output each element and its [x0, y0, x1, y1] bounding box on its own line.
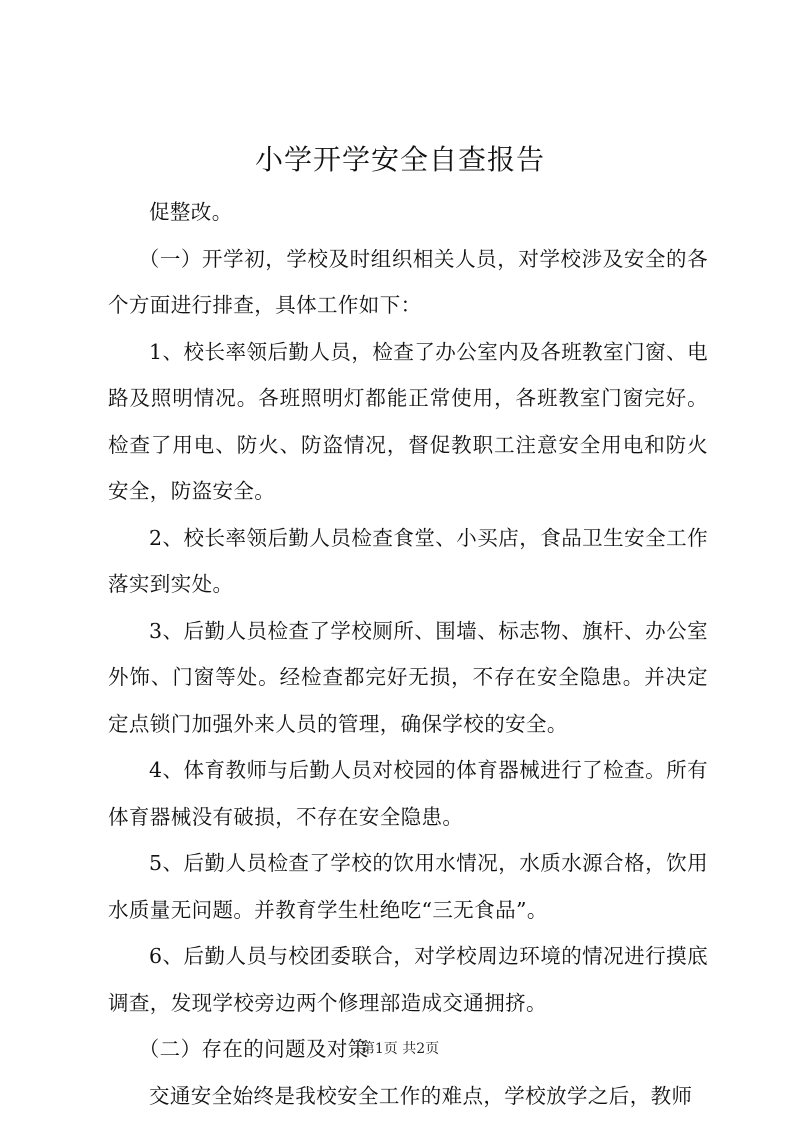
paragraph: 5、后勤人员检查了学校的饮用水情况，水质水源合格，饮用水质量无问题。并教育学生杜绝吃“三无食品”。 [108, 851, 708, 922]
paragraph: 3、后勤人员检查了学校厕所、围墙、标志物、旗杆、办公室外饰、门窗等处。经检查都完好无损，不存在安全隐患。并决定定点锁门加强外来人员的管理，确保学校的安全。 [108, 618, 708, 736]
paragraph: 促整改。 [149, 200, 233, 224]
page-number-footer: 第1页 共2页 [360, 1041, 440, 1057]
paragraph: （一）开学初，学校及时组织相关人员，对学校涉及安全的各个方面进行排查，具体工作如下： [108, 246, 708, 317]
paragraph: 6、后勤人员与校团委联合，对学校周边环境的情况进行摸底调查，发现学校旁边两个修理部造成交通拥挤。 [108, 944, 708, 1015]
paragraph: 4、体育教师与后勤人员对校园的体育器械进行了检查。所有体育器械没有破损，不存在安全隐患。 [108, 758, 708, 829]
paragraph: 交通安全始终是我校安全工作的难点，学校放学之后，教师 [149, 1083, 693, 1108]
document-title: 小学开学安全自查报告 [254, 143, 545, 176]
paragraph: 1、校长率领后勤人员，检查了办公室内及各班教室门窗、电路及照明情况。各班照明灯都能正常使用，各班教室门窗完好。检查了用电、防火、防盗情况，督促教职工注意安全用电和防火安全，防盗安全。 [108, 339, 708, 503]
document-body [108, 189, 708, 1119]
section-heading: （二）存在的问题及对策 [138, 1037, 369, 1061]
paragraph: 2、校长率领后勤人员检查食堂、小买店，食品卫生安全工作落实到实处。 [108, 525, 708, 596]
